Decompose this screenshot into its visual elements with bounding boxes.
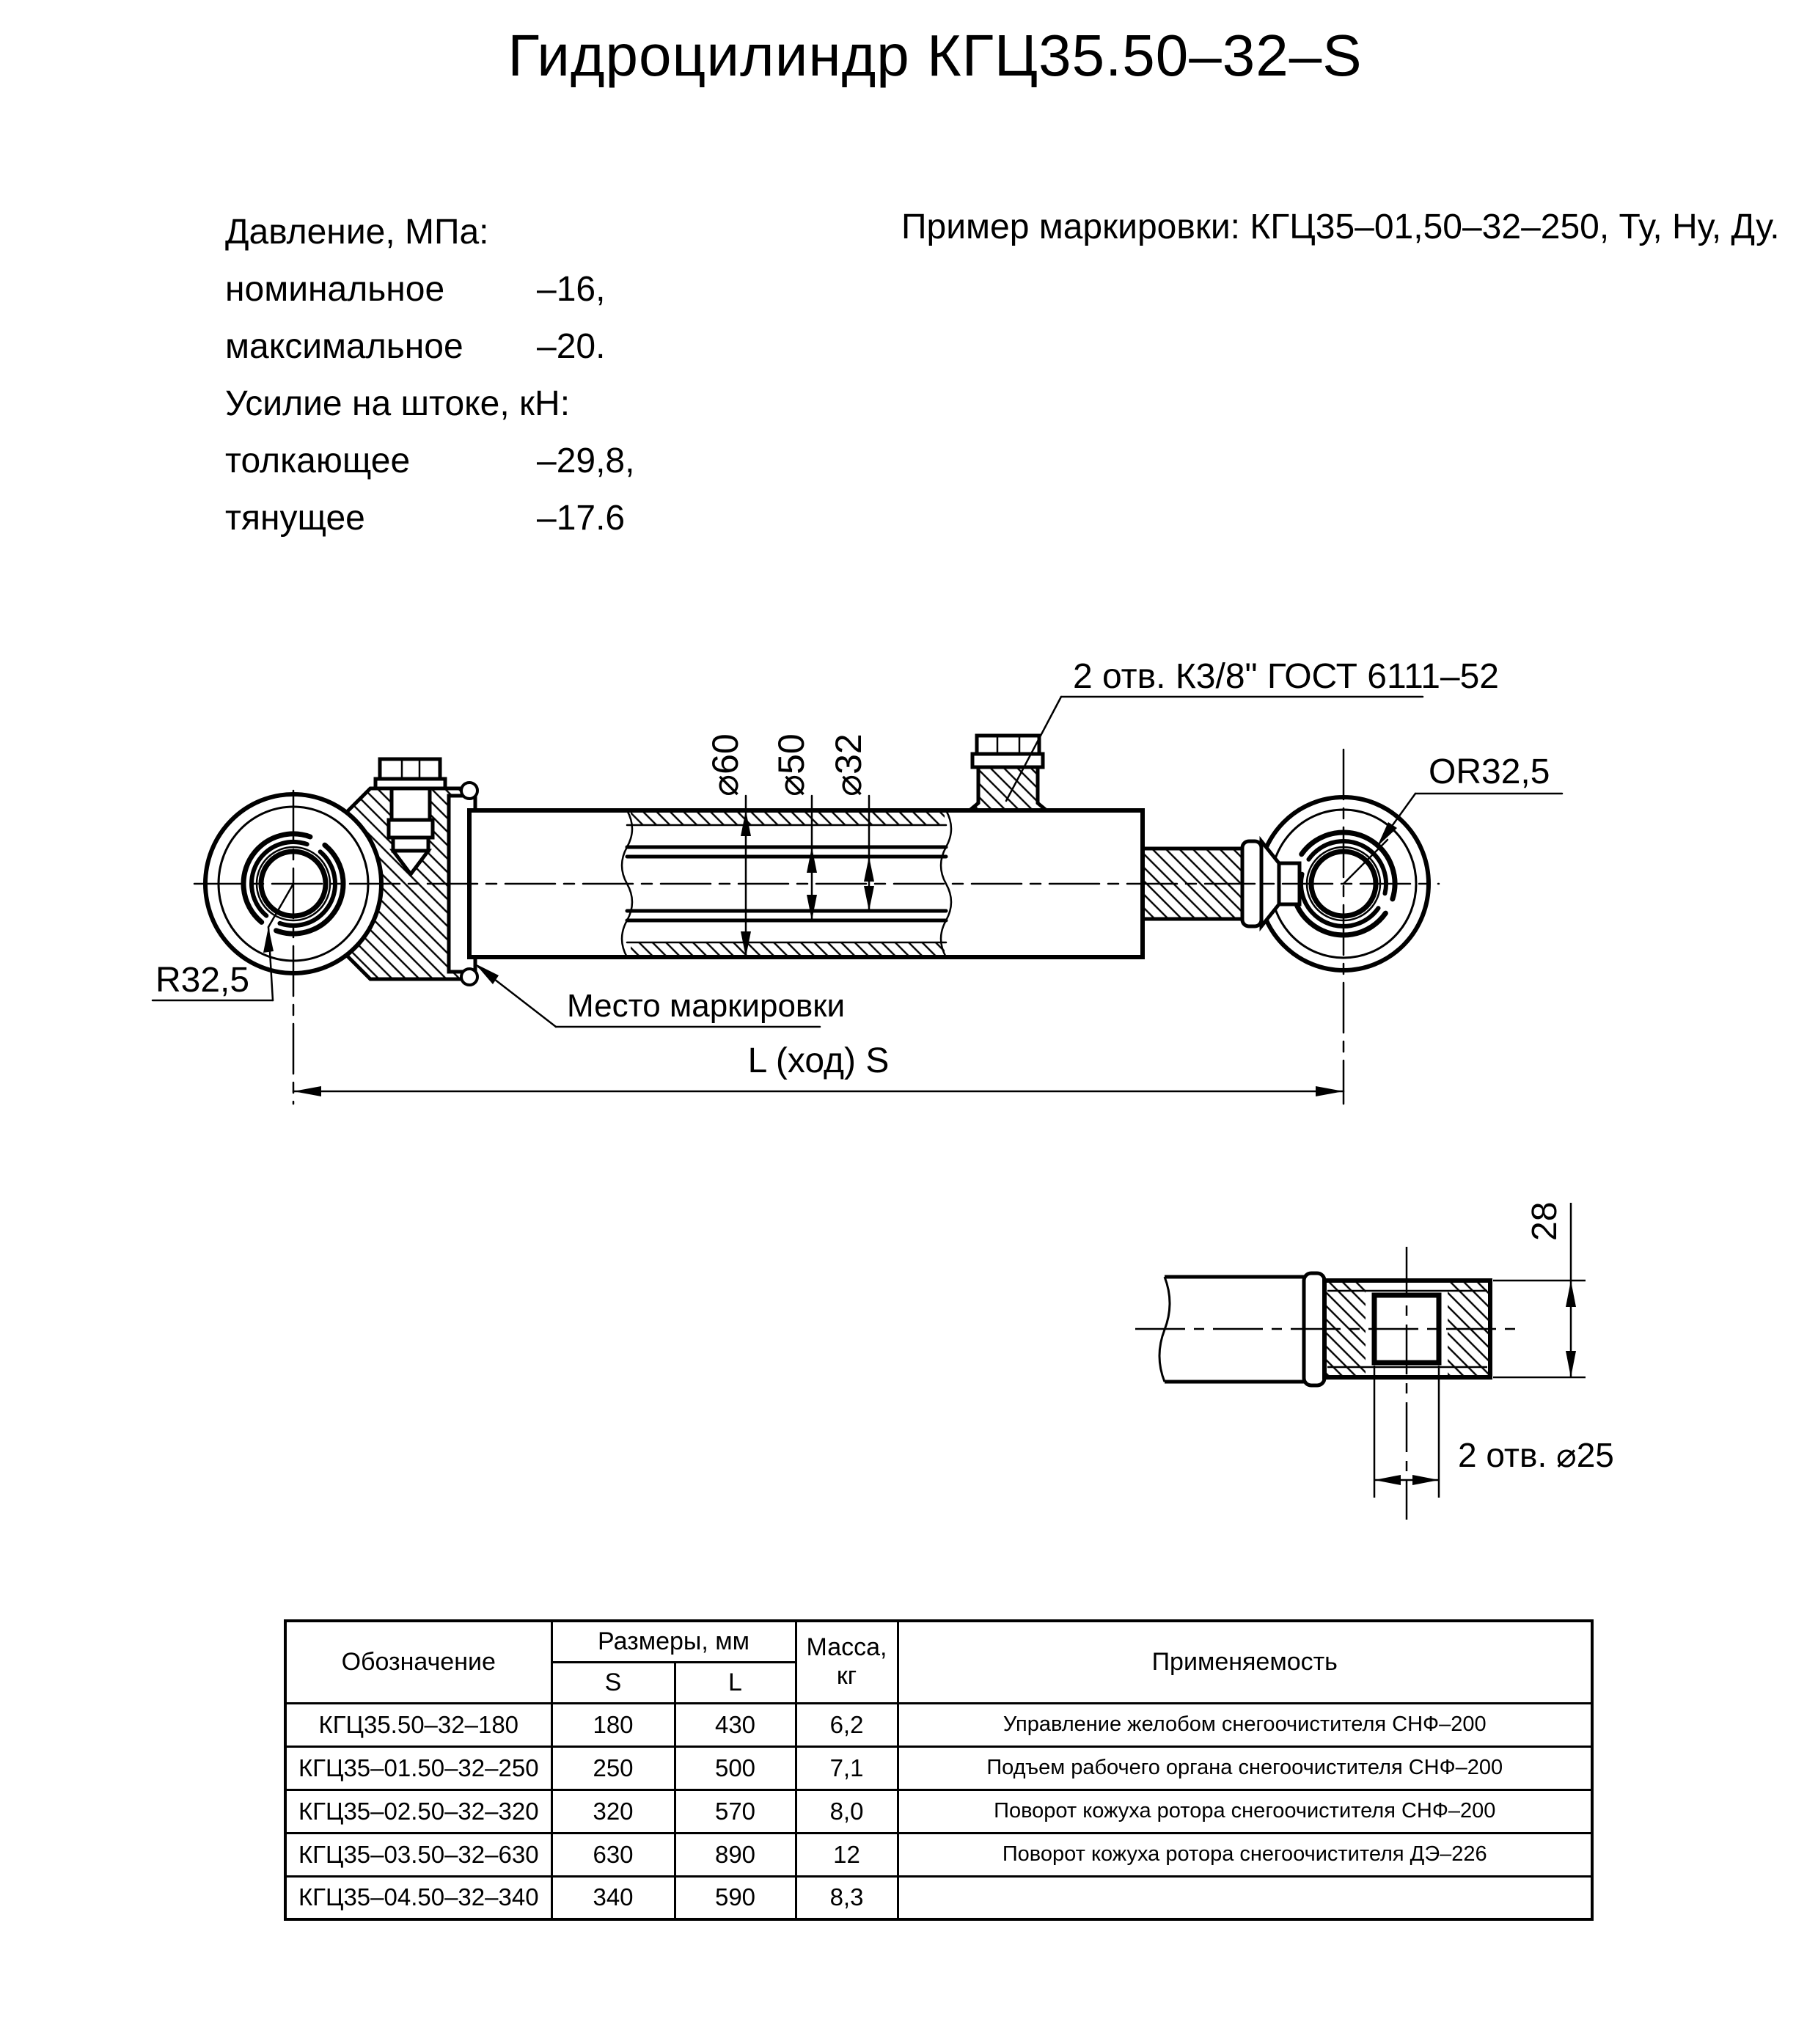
col-header-s: S <box>551 1662 675 1703</box>
cell-designation: КГЦ35.50–32–180 <box>285 1703 551 1746</box>
dim-d50: ⌀50 <box>771 733 812 796</box>
col-header-mass <box>796 1621 898 1703</box>
marking-place-label: Место маркировки <box>567 988 846 1024</box>
cell-l: 590 <box>675 1876 796 1919</box>
cell-application <box>898 1876 1592 1919</box>
cell-designation: КГЦ35–03.50–32–630 <box>285 1833 551 1876</box>
col-header-l: L <box>675 1662 796 1703</box>
cell-l: 500 <box>675 1746 796 1790</box>
table-row <box>285 1833 1592 1876</box>
page-title: Гидроцилиндр КГЦ35.50–32–S <box>507 23 1363 88</box>
cell-designation: КГЦ35–01.50–32–250 <box>285 1746 551 1790</box>
spec-value: –16, <box>537 270 606 309</box>
variants-table <box>284 1619 1594 1921</box>
spec-label: Усилие на штоке, кН: <box>225 384 571 423</box>
length-dimension <box>293 1041 1344 1096</box>
side-view <box>1135 1202 1614 1520</box>
holes-dimension <box>1374 1366 1614 1498</box>
spec-label: толкающее <box>225 442 411 480</box>
cell-mass: 8,3 <box>796 1876 898 1919</box>
cell-s: 180 <box>551 1703 675 1746</box>
cell-application: Подъем рабочего органа снегоочистителя СНФ–200 <box>898 1746 1592 1790</box>
marking-example: Пример маркировки: КГЦ35–01,50–32–250, Ту, Ну, Ду. <box>901 208 1780 246</box>
table-row <box>285 1790 1592 1833</box>
cell-s: 250 <box>551 1746 675 1790</box>
dim-d32: ⌀32 <box>828 733 869 796</box>
spec-label: номинальное <box>225 270 445 309</box>
marking-place-callout <box>475 964 845 1027</box>
col-header-mass-line2: кг <box>836 1662 857 1690</box>
cell-l: 570 <box>675 1790 796 1833</box>
cell-s: 630 <box>551 1833 675 1876</box>
length-dim-label: L (ход) S <box>747 1041 890 1080</box>
table-row <box>285 1746 1592 1790</box>
dim-d60: ⌀60 <box>705 733 746 796</box>
cell-s: 320 <box>551 1790 675 1833</box>
cell-mass: 6,2 <box>796 1703 898 1746</box>
col-header-application: Применяемость <box>898 1621 1592 1703</box>
cell-mass: 8,0 <box>796 1790 898 1833</box>
col-header-designation: Обозначение <box>285 1621 551 1703</box>
holes-dim-label: 2 отв. ⌀25 <box>1458 1436 1614 1474</box>
width-dimension <box>1493 1202 1586 1377</box>
ports-label: 2 отв. К3/8" ГОСТ 6111–52 <box>1073 657 1499 696</box>
col-header-mass-line1: Масса, <box>806 1633 887 1662</box>
cell-l: 890 <box>675 1833 796 1876</box>
spec-label: максимальное <box>225 327 463 366</box>
table-row <box>285 1703 1592 1746</box>
cell-mass: 7,1 <box>796 1746 898 1790</box>
cell-l: 430 <box>675 1703 796 1746</box>
cell-application: Управление желобом снегоочистителя СНФ–200 <box>898 1703 1592 1746</box>
spec-value: –20. <box>537 327 606 366</box>
cell-s: 340 <box>551 1876 675 1919</box>
cell-mass: 12 <box>796 1833 898 1876</box>
col-header-dimensions: Размеры, мм <box>551 1621 796 1662</box>
spec-value: –29,8, <box>537 442 635 480</box>
spec-label: тянущее <box>225 499 365 538</box>
eye-radius-label: R32,5 <box>155 961 250 1000</box>
ports-callout <box>1006 657 1499 801</box>
cell-designation: КГЦ35–04.50–32–340 <box>285 1876 551 1919</box>
cell-designation: КГЦ35–02.50–32–320 <box>285 1790 551 1833</box>
cell-application: Поворот кожуха ротора снегоочистителя СНФ–200 <box>898 1790 1592 1833</box>
cell-application: Поворот кожуха ротора снегоочистителя ДЭ–226 <box>898 1833 1592 1876</box>
spec-label: Давление, МПа: <box>225 213 489 252</box>
main-view <box>153 657 1562 1104</box>
table-row <box>285 1876 1592 1919</box>
width-dim-label: 28 <box>1525 1201 1564 1241</box>
sphere-radius-label: OR32,5 <box>1429 752 1550 791</box>
spec-value: –17.6 <box>537 499 626 538</box>
